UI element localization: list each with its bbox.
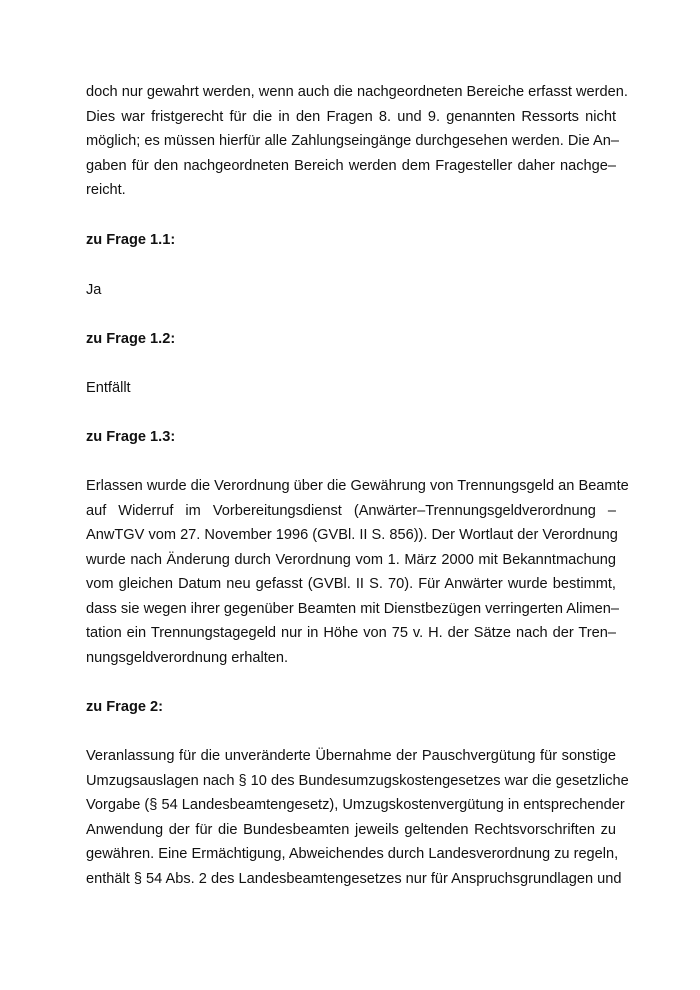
text-line: AnwTGV vom 27. November 1996 (GVBl. II S. 856)). Der Wortlaut der Verordnung	[86, 527, 618, 543]
text-line: dass sie wegen ihrer gegenüber Beamten mit Dienstbezügen verringerten Alimen–	[86, 600, 619, 617]
text-line: Veranlassung für die unveränderte Übernahme der Pauschvergütung für sonstige	[86, 748, 616, 764]
text-line: Umzugsauslagen nach § 10 des Bundesumzugskostengesetzes war die gesetzliche	[86, 772, 629, 789]
text-line: gaben für den nachgeordneten Bereich werden dem Fragesteller daher nachge–	[86, 157, 616, 174]
heading-frage-1-1: zu Frage 1.1:	[86, 232, 176, 248]
text-line: auf Widerruf im Vorbereitungsdienst (Anwärter–Trennungsgeldverordnung –	[86, 502, 616, 519]
text-line: doch nur gewahrt werden, wenn auch die nachgeordneten Bereiche erfasst werden.	[86, 84, 628, 100]
text-line: tation ein Trennungstagegeld nur in Höhe von 75 v. H. der Sätze nach der Tren–	[86, 625, 616, 641]
text-line: möglich; es müssen hierfür alle Zahlungseingänge durchgesehen werden. Die An–	[86, 133, 619, 149]
answer-frage-1-3	[86, 474, 629, 670]
text-line: gewähren. Eine Ermächtigung, Abweichendes durch Landesverordnung zu regeln,	[86, 846, 619, 862]
heading-frage-1-2: zu Frage 1.2:	[86, 331, 176, 347]
text-line: reicht.	[86, 182, 126, 198]
text-line: Anwendung der für die Bundesbeamten jeweils geltenden Rechtsvorschriften zu	[86, 821, 616, 838]
text-line: Dies war fristgerecht für die in den Fragen 8. und 9. genannten Ressorts nicht	[86, 108, 616, 125]
answer-frage-2	[86, 744, 629, 891]
text-line: vom gleichen Datum neu gefasst (GVBl. II S. 70). Für Anwärter wurde bestimmt,	[86, 576, 616, 592]
text-line: Vorgabe (§ 54 Landesbeamtengesetz), Umzugskostenvergütung in entsprechender	[86, 797, 625, 813]
text-line: enthält § 54 Abs. 2 des Landesbeamtengesetzes nur für Anspruchsgrundlagen und	[86, 870, 622, 887]
intro-paragraph	[86, 80, 628, 203]
text-line: wurde nach Änderung durch Verordnung vom 1. März 2000 mit Bekanntmachung	[86, 551, 616, 568]
text-line: nungsgeldverordnung erhalten.	[86, 649, 289, 666]
heading-frage-2: zu Frage 2:	[86, 699, 164, 715]
answer-frage-1-1: Ja	[86, 282, 102, 298]
text-line: Erlassen wurde die Verordnung über die Gewährung von Trennungsgeld an Beamte	[86, 478, 629, 494]
heading-frage-1-3: zu Frage 1.3:	[86, 429, 176, 445]
answer-frage-1-2: Entfällt	[86, 380, 131, 396]
